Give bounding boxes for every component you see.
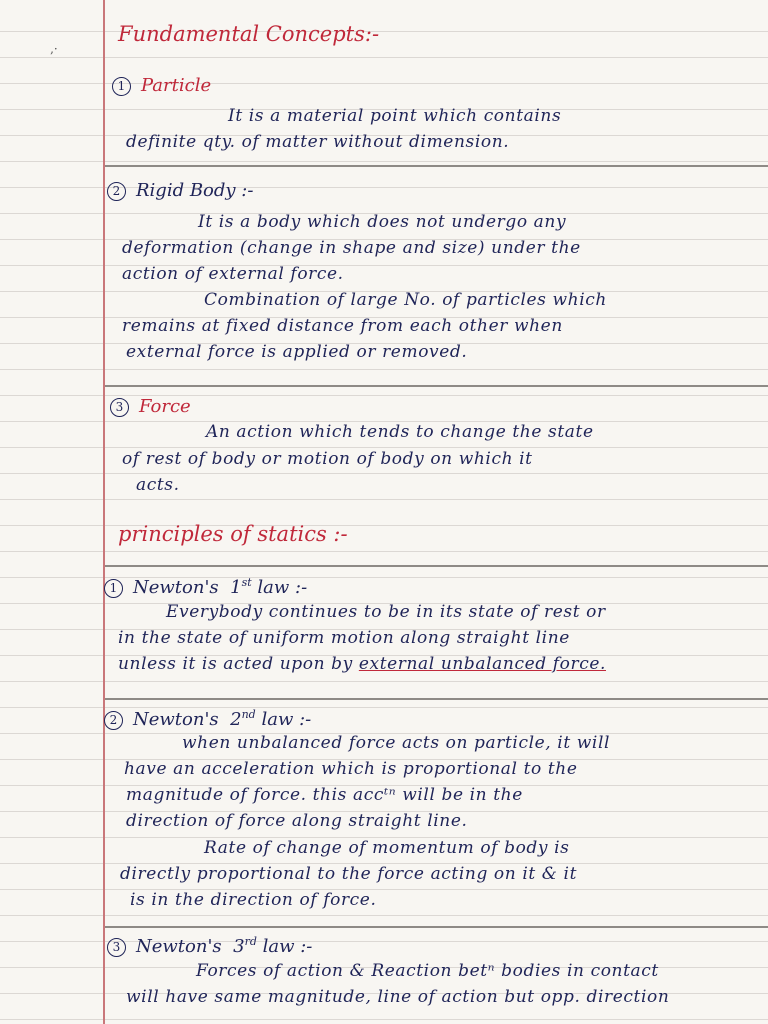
law-name: Newton's: [133, 709, 219, 730]
newton-third-law-heading: [107, 935, 312, 957]
section-title: Rigid Body :-: [136, 180, 254, 201]
section-number: 3: [110, 398, 129, 417]
text-fragment: unless it is acted upon by: [118, 654, 353, 674]
law-ordinal-suffix: nd: [241, 708, 256, 721]
text-line: action of external force.: [122, 264, 344, 284]
section-divider: [105, 165, 768, 167]
law-ordinal: 3: [233, 936, 245, 957]
text-line: have an acceleration which is proportional to the: [124, 759, 578, 779]
section-number: 2: [107, 182, 126, 201]
text-line: direction of force along straight line.: [126, 811, 468, 831]
law-ordinal-suffix: st: [241, 576, 252, 589]
text-line: when unbalanced force acts on particle, it will: [182, 733, 611, 753]
law-ordinal-suffix: rd: [244, 935, 257, 948]
law-name: Newton's: [136, 936, 222, 957]
text-line: directly proportional to the force acting on it & it: [120, 864, 577, 884]
section-divider: [105, 385, 768, 387]
text-line: It is a material point which contains: [228, 106, 562, 126]
law-label: law :-: [257, 577, 308, 598]
text-line: [118, 654, 606, 674]
text-line: deformation (change in shape and size) under the: [122, 238, 581, 258]
text-line: It is a body which does not undergo any: [198, 212, 567, 232]
law-label: law :-: [262, 936, 313, 957]
margin-line: [103, 0, 105, 1024]
principles-title: principles of statics :-: [118, 522, 348, 546]
page-title: Fundamental Concepts:-: [118, 22, 380, 46]
section-number: 2: [104, 711, 123, 730]
section-divider: [105, 698, 768, 700]
section-divider: [105, 565, 768, 567]
section-number: 3: [107, 938, 126, 957]
text-line: acts.: [136, 475, 180, 495]
text-line: An action which tends to change the state: [206, 422, 594, 442]
section-number: 1: [104, 579, 123, 598]
section-particle-heading: [112, 75, 211, 96]
section-force-heading: [110, 396, 191, 417]
text-line: is in the direction of force.: [130, 890, 377, 910]
law-name: Newton's: [133, 577, 219, 598]
law-ordinal: 2: [230, 709, 242, 730]
text-line: external force is applied or removed.: [126, 342, 468, 362]
corner-mark: ‚·: [50, 42, 58, 56]
section-divider: [105, 926, 768, 928]
text-line: Combination of large No. of particles which: [204, 290, 607, 310]
text-line: Rate of change of momentum of body is: [204, 838, 570, 858]
section-rigid-body-heading: [107, 180, 253, 201]
section-title: Force: [139, 396, 191, 417]
law-ordinal: 1: [230, 577, 242, 598]
section-title: Particle: [141, 75, 212, 96]
newton-second-law-heading: [104, 708, 311, 730]
text-line: remains at fixed distance from each other when: [122, 316, 563, 336]
underlined-text: external unbalanced force.: [358, 654, 606, 674]
text-line: in the state of uniform motion along straight line: [118, 628, 570, 648]
text-line: Everybody continues to be in its state of rest or: [166, 602, 606, 622]
text-line: Forces of action & Reaction betⁿ bodies in contact: [196, 961, 659, 981]
section-number: 1: [112, 77, 131, 96]
newton-first-law-heading: [104, 576, 307, 598]
law-label: law :-: [261, 709, 312, 730]
text-line: definite qty. of matter without dimension.: [126, 132, 510, 152]
text-line: of rest of body or motion of body on which it: [122, 449, 533, 469]
text-line: magnitude of force. this accᵗⁿ will be in the: [126, 785, 523, 805]
text-line: will have same magnitude, line of action but opp. direction: [126, 987, 670, 1007]
